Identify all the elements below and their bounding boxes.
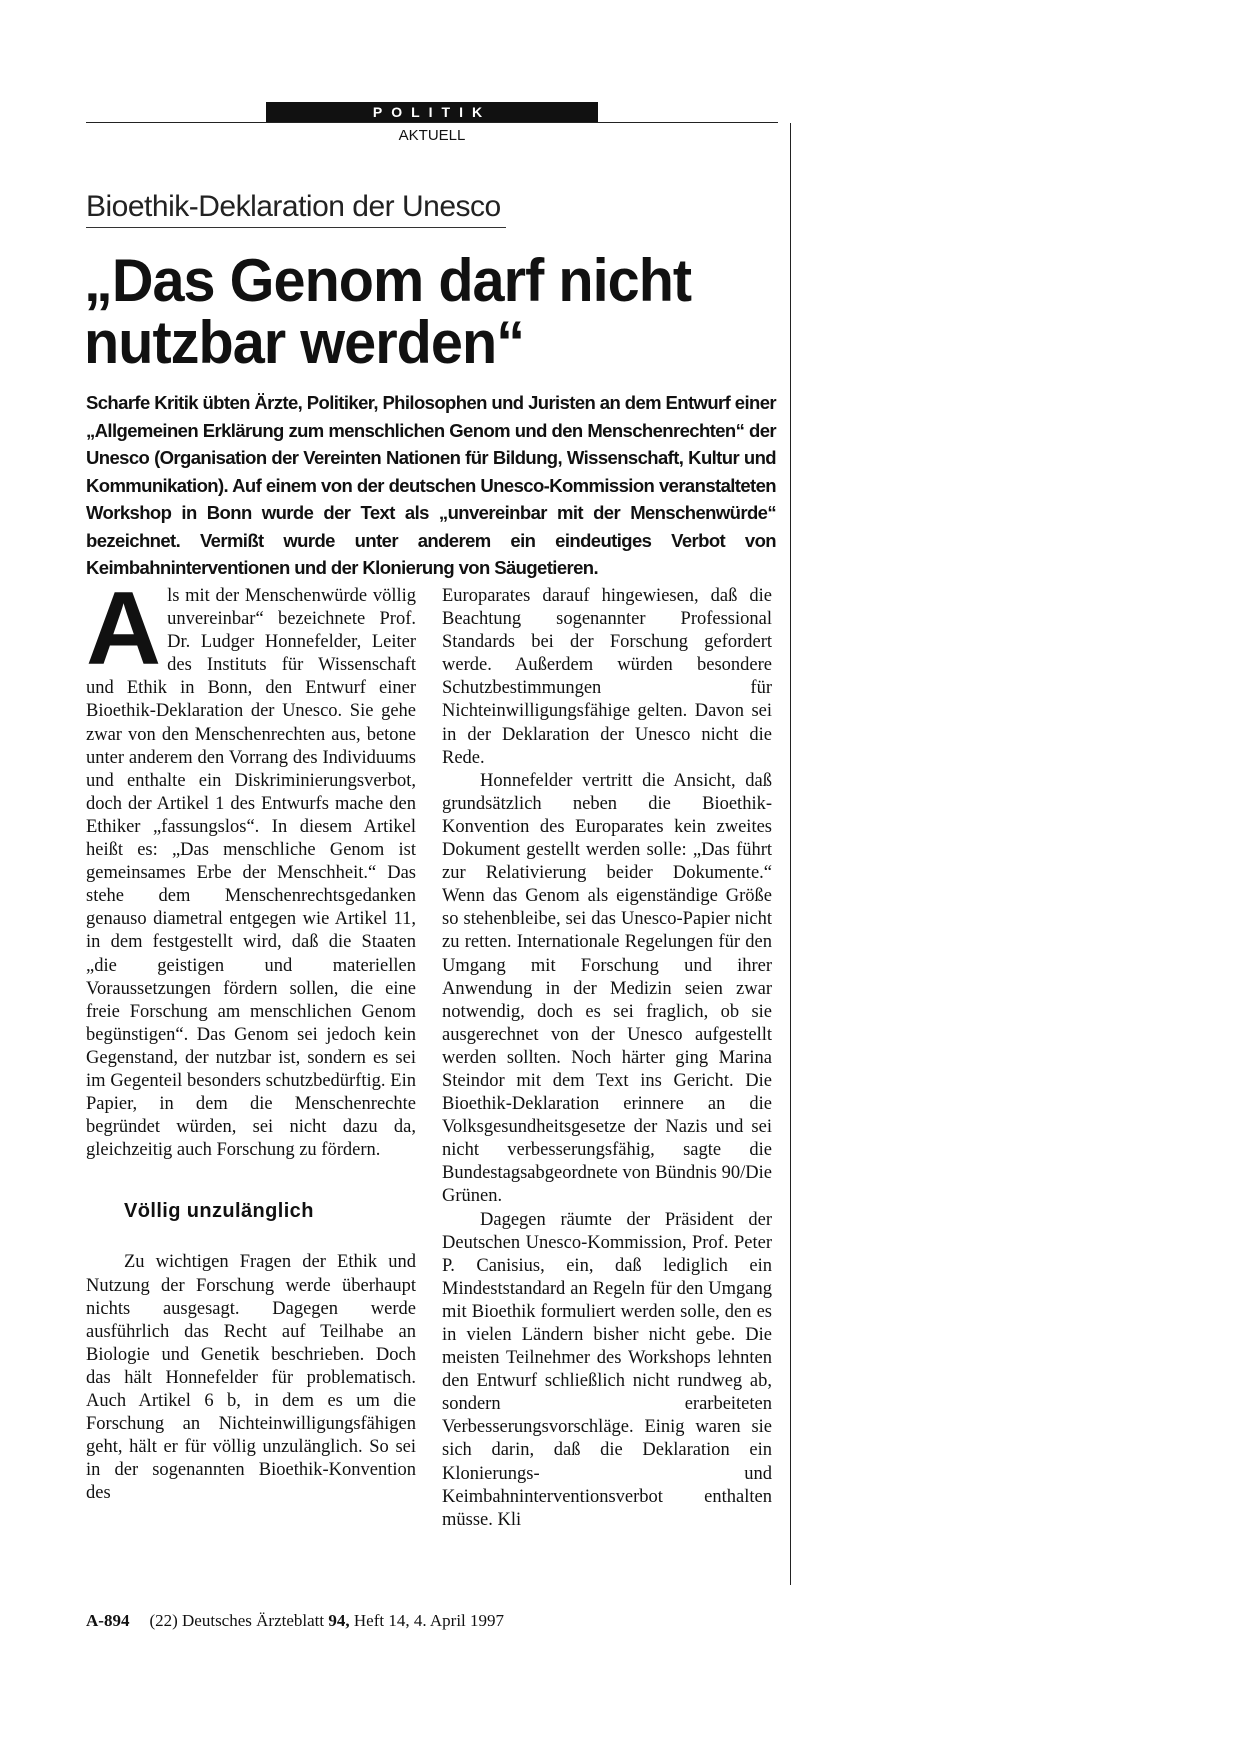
text-column-right [442,585,772,1532]
paragraph-1 [86,571,416,1162]
paragraph-3: Europarates darauf hingewiesen, daß die Beachtung sogenannter Professional Standards bei der Forschung gefordert werde. Außerdem würden besondere Schutzbestimmungen für Nichteinwilligungsfähige gelten. Davon sei in der Deklaration der Unesco nicht die Rede. [442,586,772,768]
drop-cap: A [86,571,162,687]
paragraph-4: Honnefelder vertritt die Ansicht, daß grundsätzlich neben die Bioethik-Konvention des Europarates kein zweites Dokument gestellt werden solle: „Das führt zur Relativierung beider Dokumente.“ Wenn das Genom als eigenständige Größe so stehenbleibe, sei das Unesco-Papier nicht zu retten. Internationale Regelungen für den Umgang mit Forschung und ihrer Anwendung in der Medizin seien zwar notwendig, doch es sei fraglich, ob sie ausgerechnet von der Unesco aufgestellt werden sollten. Noch härter ging Marina Steindor mit dem Text ins Gericht. Die Bioethik-Deklaration erinnere an die Volksgesundheitsgesetze der Nazis und sei nicht verbesserungsfähig, sagte die Bundestagsabgeordnete von Bündnis 90/Die Grünen. [442,770,772,1207]
citation-issue: Heft 14, 4. April 1997 [349,1611,505,1630]
article-kicker: Bioethik-Deklaration der Unesco [86,190,506,228]
text-column-left [86,571,416,1505]
citation-volume: 94, [328,1611,350,1630]
paragraph-1-text: ls mit der Menschenwürde völlig unvereinbar“ bezeichnete Prof. Dr. Ludger Honnefelder, Leiter des Instituts für Wissenschaft und Ethik in Bonn, den Entwurf einer Bioethik-Deklaration der Unesco. Sie gehe zwar von den Menschenrechten aus, betone unter anderem den Vorrang des Individuums und enthalte ein Diskriminierungsverbot, doch der Artikel 1 des Entwurfs mache den Ethiker „fassungslos“. In diesem Artikel heißt es: „Das menschliche Genom ist gemeinsames Erbe der Menschheit.“ Das stehe dem Menschenrechtsgedanken genauso diametral entgegen wie Artikel 11, in dem festgestellt wird, daß die Staaten „die geistigen und materiellen Voraussetzungen fördern sollen, die eine freie Forschung am menschlichen Genom begünstigen“. Das Genom sei jedoch kein Gegenstand, der nutzbar ist, sondern es sei im Gegenteil besonders schutzbedürftig. Ein Papier, in dem die Menschenrechte begründet würden, sei nicht dazu da, gleichzeitig auch Forschung zu fördern. [86,586,416,1161]
citation-prefix: (22) Deutsches Ärzteblatt [149,1611,329,1630]
paragraph-5-text: Dagegen räumte der Präsident der Deutschen Unesco-Kommission, Prof. Peter P. Canisius, ein, daß lediglich ein Mindeststandard an Regeln für den Umgang mit Bioethik formuliert werden solle, den es in vielen Ländern bisher nicht gebe. Die meisten Teilnehmer des Workshops lehnten den Entwurf schließlich nicht rundweg ab, sondern erarbeiteten Verbesserungsvorschläge. Einig waren sie sich darin, daß die Deklaration ein Klonierungs- und Keimbahninterventionsverbot enthalten müsse. [442,1209,772,1530]
article-headline [84,247,746,376]
page-number: A-894 [86,1611,130,1630]
paragraph-5 [442,1209,772,1532]
subheading: Völlig unzulänglich [124,1200,314,1223]
rubric-bar: POLITIK [266,102,598,122]
headline-line-2: nutzbar werden“ [84,309,525,376]
headline-line-1: „Das Genom darf nicht [84,247,692,314]
author-sign: Kli [497,1509,522,1530]
page-footer [86,1611,504,1631]
paragraph-2: Zu wichtigen Fragen der Ethik und Nutzung der Forschung werde überhaupt nichts ausgesagt. Dagegen werde ausführlich das Recht auf Teilhabe an Biologie und Genetik beschrieben. Doch das hält Honnefelder für problematisch. Auch Artikel 6 b, in dem es um die Forschung an Nichteinwilligungsfähigen geht, hält er für völlig unzulänglich. So sei in der sogenannten Bioethik-Konvention des [86,1252,416,1504]
top-rule [86,122,778,123]
article-lead: Scharfe Kritik übten Ärzte, Politiker, Philosophen und Juristen an dem Entwurf einer „Allgemeinen Erklärung zum menschlichen Genom und den Menschenrechten“ der Unesco (Organisation der Vereinten Nationen für Bildung, Wissenschaft, Kultur und Kommunikation). Auf einem von der deutschen Unesco-Kommission veranstalteten Workshop in Bonn wurde der Text als „unvereinbar mit der Menschenwürde“ bezeichnet. Vermißt wurde unter anderem ein eindeutiges Verbot von Keimbahninterventionen und der Klonierung von Säugetieren. [86,392,776,578]
subsection-label: AKTUELL [398,127,466,144]
right-column-rule [790,123,791,1585]
